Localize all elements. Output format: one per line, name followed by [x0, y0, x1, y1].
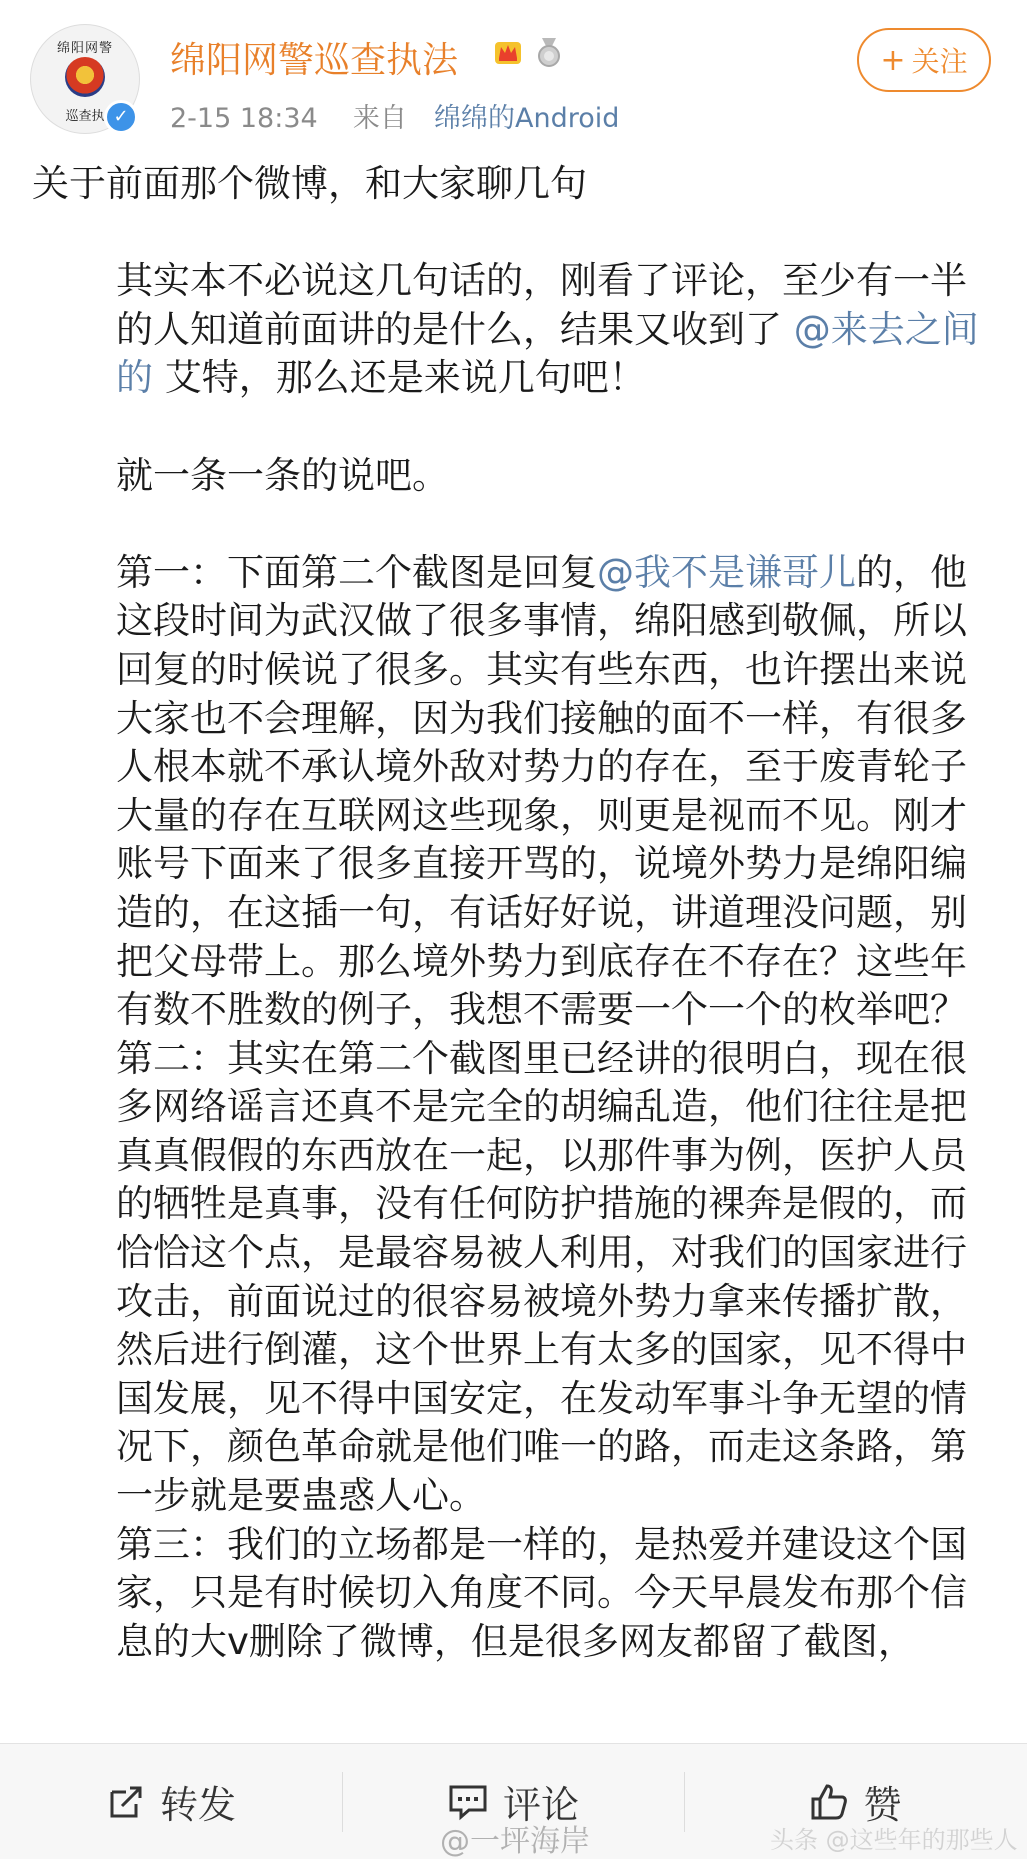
post-paragraph-2: 就一条一条的说吧。 — [116, 453, 449, 497]
watermark-faint: 头条 @这些年的那些人 — [770, 1826, 1018, 1854]
repost-icon — [106, 1782, 146, 1822]
post-paragraph-4: 第二：其实在第二个截图里已经讲的很明白，现在很多网络谣言还真不是完全的胡编乱造，他们往往是把真真假假的东西放在一起，以那件事为例，医护人员的牺牲是真事，没有任何防护措施的裸奔是假的，而恰恰这个点，是最容易被人利用，对我们的国家进行攻击，前面说过的很容易被境外势力拿来传播扩散，然后进行倒灌，这个世界上有太多的国家，见不得中国发展，见不得中国安定，在发动军事斗争无望的情况下，颜色革命就是他们唯一的路，而走这条路，第一步就是要蛊惑人心。 — [116, 1036, 967, 1518]
source-device-link[interactable]: 绵绵的Android — [434, 103, 620, 134]
mention-link[interactable]: @来去之间的 — [116, 307, 979, 400]
post-paragraph-3: 第一：下面第二个截图是回复@我不是谦哥儿的，他这段时间为武汉做了很多事情，绵阳感到敬佩，所以回复的时候说了很多。其实有些东西，也许摆出来说大家也不会理解，因为我们接触的面不一样，有很多人根本就不承认境外敌对势力的存在，至于废青轮子大量的存在互联网这些现象，则更是视而不见。刚才账号下面来了很多直接开骂的，说境外势力是绵阳编造的，在这插一句，有话好好说，讲道理没问题，别把父母带上。那么境外势力到底存在不存在？这些年有数不胜数的例子，我想不需要一个一个的枚举吧？ — [116, 550, 967, 1032]
verified-badge-icon: ✓ — [104, 100, 138, 134]
post-paragraph-5: 第三：我们的立场都是一样的，是热爱并建设这个国家，只是有时候切入角度不同。今天早晨发布那个信息的大v删除了微博，但是很多网友都留了截图， — [116, 1522, 967, 1663]
watermark: @一坪海岸 — [440, 1824, 590, 1859]
plus-icon: + — [880, 42, 906, 78]
repost-label: 转发 — [159, 1783, 236, 1827]
source-prefix: 来自 — [352, 103, 407, 134]
post-paragraph-1: 其实本不必说这几句话的，刚看了评论，至少有一半的人知道前面讲的是什么，结果又收到了 @来去之间的 艾特，那么还是来说几句吧！ — [116, 259, 979, 400]
avatar-bottom-text: 巡查执 — [65, 109, 105, 124]
follow-label: 关注 — [911, 45, 968, 78]
post-body — [32, 160, 992, 1666]
comment-label: 评论 — [502, 1783, 579, 1827]
post-meta — [170, 96, 619, 135]
avatar-top-text: 绵阳网警 — [56, 41, 113, 56]
username[interactable]: 绵阳网警巡查执法 — [170, 40, 459, 81]
post-line-intro: 关于前面那个微博，和大家聊几句 — [32, 162, 587, 205]
post-time: 2-15 18:34 — [170, 103, 318, 134]
mention-link[interactable]: @我不是谦哥儿 — [597, 550, 856, 594]
like-label: 赞 — [863, 1783, 902, 1827]
medal-badge-icon[interactable] — [534, 36, 564, 68]
repost-button[interactable] — [0, 1744, 342, 1859]
police-emblem-icon — [65, 57, 105, 97]
follow-button[interactable] — [857, 28, 991, 92]
thumbs-up-icon — [809, 1782, 849, 1822]
crown-vip-icon[interactable] — [492, 36, 524, 68]
